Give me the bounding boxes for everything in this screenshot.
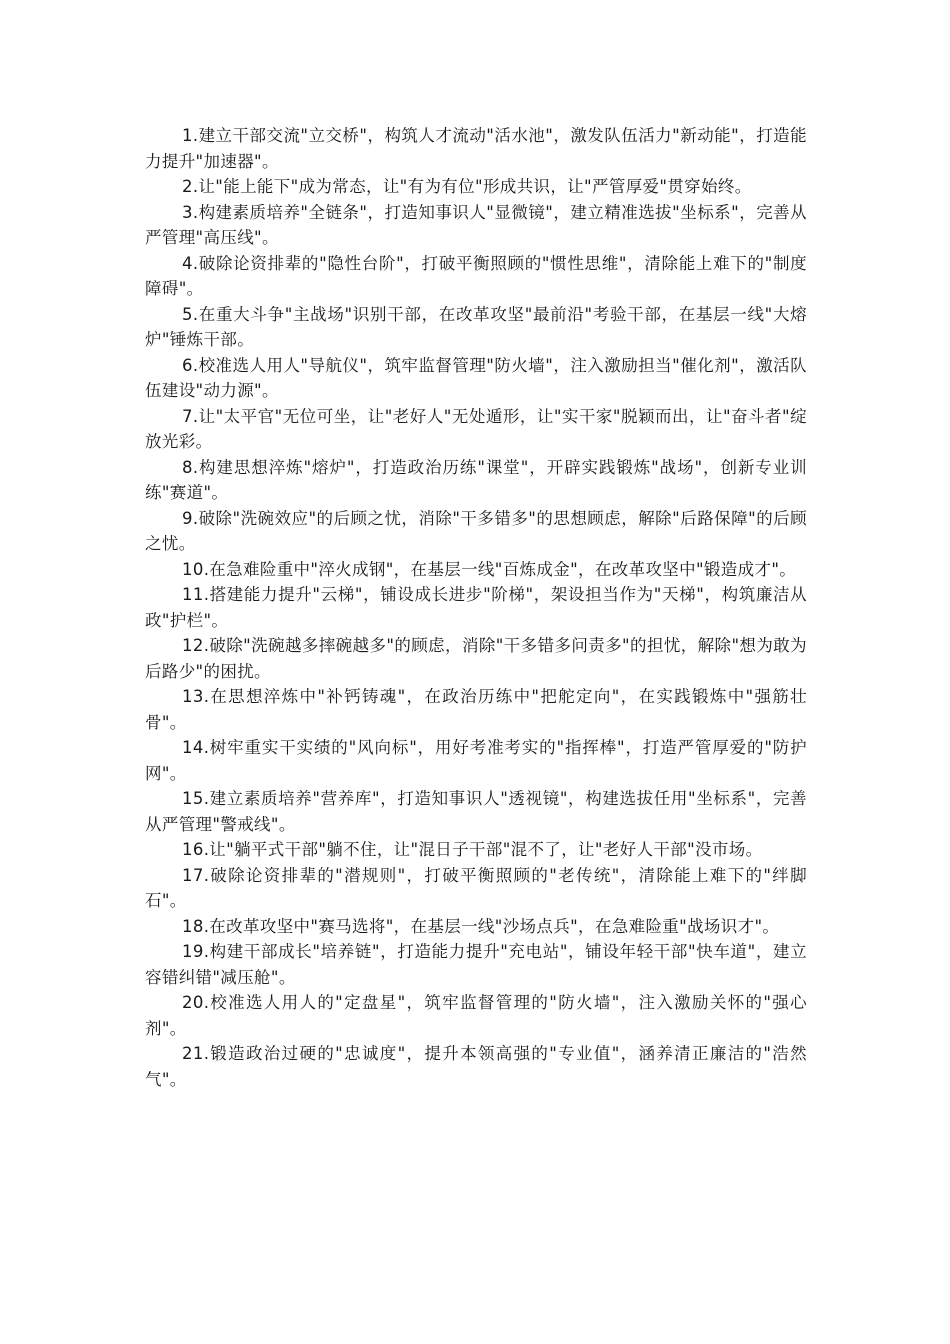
paragraph-15: 15.建立素质培养"营养库"，打造知事识人"透视镜"，构建选拔任用"坐标系"，完善从严管理"警戒线"。 — [145, 789, 807, 834]
paragraph-16: 16.让"躺平式干部"躺不住，让"混日子干部"混不了，让"老好人干部"没市场。 — [182, 840, 763, 859]
paragraph-18: 18.在改革攻坚中"赛马选将"，在基层一线"沙场点兵"，在急难险重"战场识才"。 — [182, 916, 780, 936]
paragraph-11: 11.搭建能力提升"云梯"，铺设成长进步"阶梯"，架设担当作为"天梯"，构筑廉洁从政"护栏"。 — [145, 585, 807, 630]
paragraph-3: 3.构建素质培养"全链条"，打造知事识人"显微镜"，建立精准选拔"坐标系"，完善从严管理"高压线"。 — [145, 202, 807, 247]
paragraph-2: 2.让"能上能下"成为常态，让"有为有位"形成共识，让"严管厚爱"贯穿始终。 — [182, 177, 752, 196]
paragraph-1: 1.建立干部交流"立交桥"，构筑人才流动"活水池"，激发队伍活力"新动能"，打造能力提升"加速器"。 — [145, 126, 807, 171]
paragraph-10: 10.在急难险重中"淬火成钢"，在基层一线"百炼成金"，在改革攻坚中"锻造成才"。 — [182, 559, 797, 579]
document-body — [145, 123, 807, 1092]
paragraph-17: 17.破除论资排辈的"潜规则"，打破平衡照顾的"老传统"，清除能上难下的"绊脚石"。 — [145, 865, 807, 910]
paragraph-13: 13.在思想淬炼中"补钙铸魂"，在政治历练中"把舵定向"，在实践锻炼中"强筋壮骨"。 — [145, 687, 807, 732]
paragraph-7: 7.让"太平官"无位可坐，让"老好人"无处遁形，让"实干家"脱颖而出，让"奋斗者"绽放光彩。 — [145, 406, 807, 451]
paragraph-21: 21.锻造政治过硬的"忠诚度"，提升本领高强的"专业值"，涵养清正廉洁的"浩然气"。 — [145, 1044, 807, 1089]
paragraph-5: 5.在重大斗争"主战场"识别干部，在改革攻坚"最前沿"考验干部，在基层一线"大熔炉"锤炼干部。 — [145, 304, 807, 349]
paragraph-19: 19.构建干部成长"培养链"，打造能力提升"充电站"，铺设年轻干部"快车道"，建立容错纠错"减压舱"。 — [145, 942, 807, 987]
paragraph-8: 8.构建思想淬炼"熔炉"，打造政治历练"课堂"，开辟实践锻炼"战场"，创新专业训练"赛道"。 — [145, 457, 807, 502]
paragraph-20: 20.校准选人用人的"定盘星"，筑牢监督管理的"防火墙"，注入激励关怀的"强心剂"。 — [145, 993, 807, 1038]
paragraph-6: 6.校准选人用人"导航仪"，筑牢监督管理"防火墙"，注入激励担当"催化剂"，激活队伍建设"动力源"。 — [145, 355, 807, 400]
paragraph-14: 14.树牢重实干实绩的"风向标"，用好考准考实的"指挥棒"，打造严管厚爱的"防护网"。 — [145, 738, 807, 783]
paragraph-9: 9.破除"洗碗效应"的后顾之忧，消除"干多错多"的思想顾虑，解除"后路保障"的后顾之忧。 — [145, 508, 807, 553]
paragraph-4: 4.破除论资排辈的"隐性台阶"，打破平衡照顾的"惯性思维"，清除能上难下的"制度障碍"。 — [145, 253, 807, 298]
paragraph-12: 12.破除"洗碗越多摔碗越多"的顾虑，消除"干多错多问责多"的担忧，解除"想为敢为后路少"的困扰。 — [145, 636, 807, 681]
